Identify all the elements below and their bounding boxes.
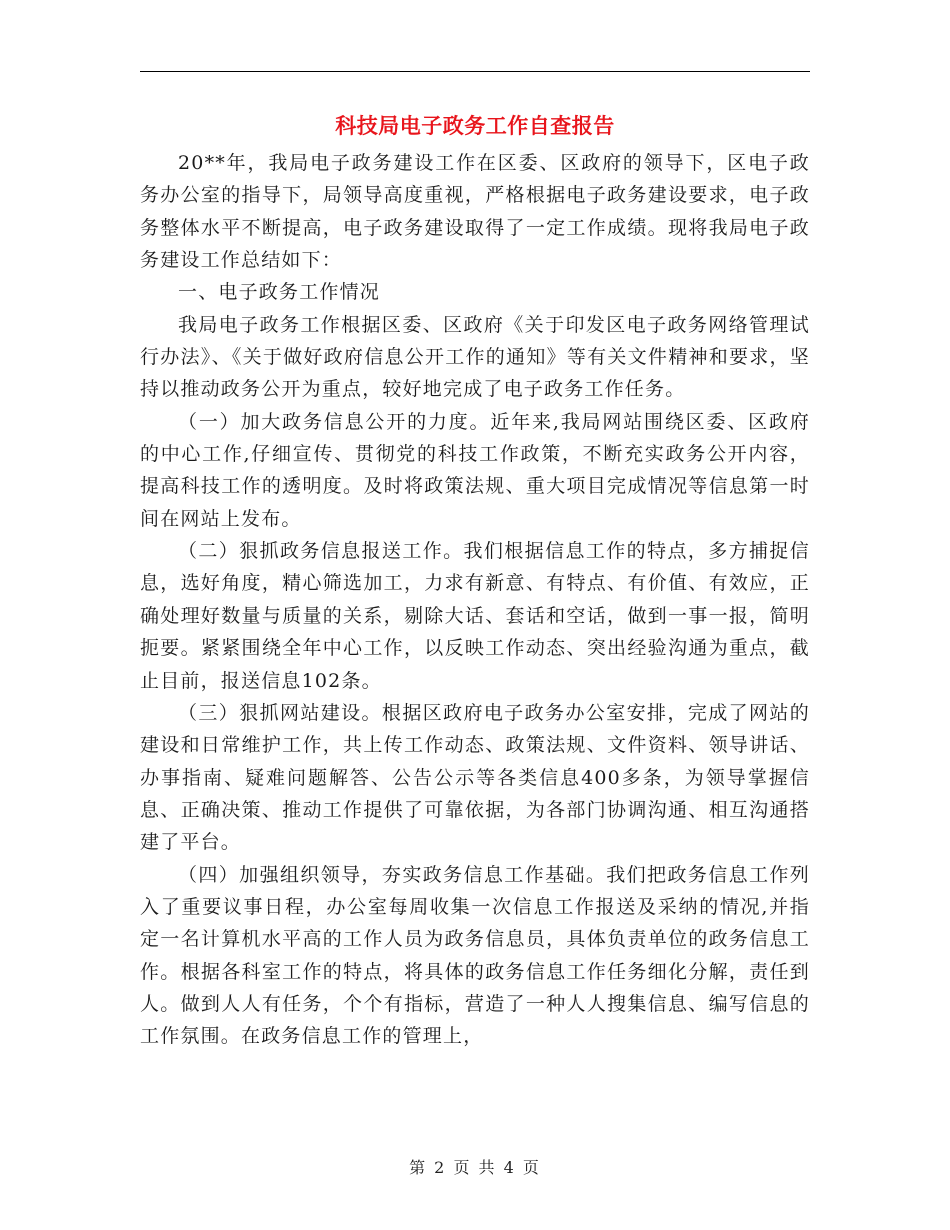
header-rule xyxy=(140,71,810,72)
document-body xyxy=(140,147,810,1053)
paragraph-intro: 20**年，我局电子政务建设工作在区委、区政府的领导下，区电子政务办公室的指导下，局领导高度重视，严格根据电子政务建设要求，电子政务整体水平不断提高，电子政务建设取得了一定工作成绩。现将我局电子政务建设工作总结如下： xyxy=(140,152,810,272)
page-number-footer: 第 2 页 共 4 页 xyxy=(409,1158,541,1177)
paragraph-item-3: （三）狠抓网站建设。根据区政府电子政务办公室安排，完成了网站的建设和日常维护工作，共上传工作动态、政策法规、文件资料、领导讲话、办事指南、疑难问题解答、公告公示等各类信息400多条，为领导掌握信息、正确决策、推动工作提供了可靠依据，为各部门协调沟通、相互沟通搭建了平台。 xyxy=(140,701,810,854)
document-title: 科技局电子政务工作自查报告 xyxy=(335,113,615,138)
paragraph-item-1: （一）加大政务信息公开的力度。近年来,我局网站围绕区委、区政府的中心工作,仔细宣传、贯彻党的科技工作政策，不断充实政务公开内容，提高科技工作的透明度。及时将政策法规、重大项目完成情况等信息第一时间在网站上发布。 xyxy=(140,410,810,530)
section-heading: 一、电子政务工作情况 xyxy=(178,281,381,304)
paragraph-item-2: （二）狠抓政务信息报送工作。我们根据信息工作的特点，多方捕捉信息，选好角度，精心筛选加工，力求有新意、有特点、有价值、有效应，正确处理好数量与质量的关系，剔除大话、套话和空话，做到一事一报，简明扼要。紧紧围绕全年中心工作，以反映工作动态、突出经验沟通为重点，截止目前，报送信息102条。 xyxy=(140,540,810,692)
paragraph-item-4: （四）加强组织领导，夯实政务信息工作基础。我们把政务信息工作列入了重要议事日程，办公室每周收集一次信息工作报送及采纳的情况,并指定一名计算机水平高的工作人员为政务信息员，具体负责单位的政务信息工作。根据各科室工作的特点，将具体的政务信息工作任务细化分解，责任到人。做到人人有任务，个个有指标，营造了一种人人搜集信息、编写信息的工作氛围。在政务信息工作的管理上， xyxy=(140,863,810,1048)
paragraph-overview: 我局电子政务工作根据区委、区政府《关于印发区电子政务网络管理试行办法》、《关于做好政府信息公开工作的通知》等有关文件精神和要求，坚持以推动政务公开为重点，较好地完成了电子政务工作任务。 xyxy=(140,313,810,401)
